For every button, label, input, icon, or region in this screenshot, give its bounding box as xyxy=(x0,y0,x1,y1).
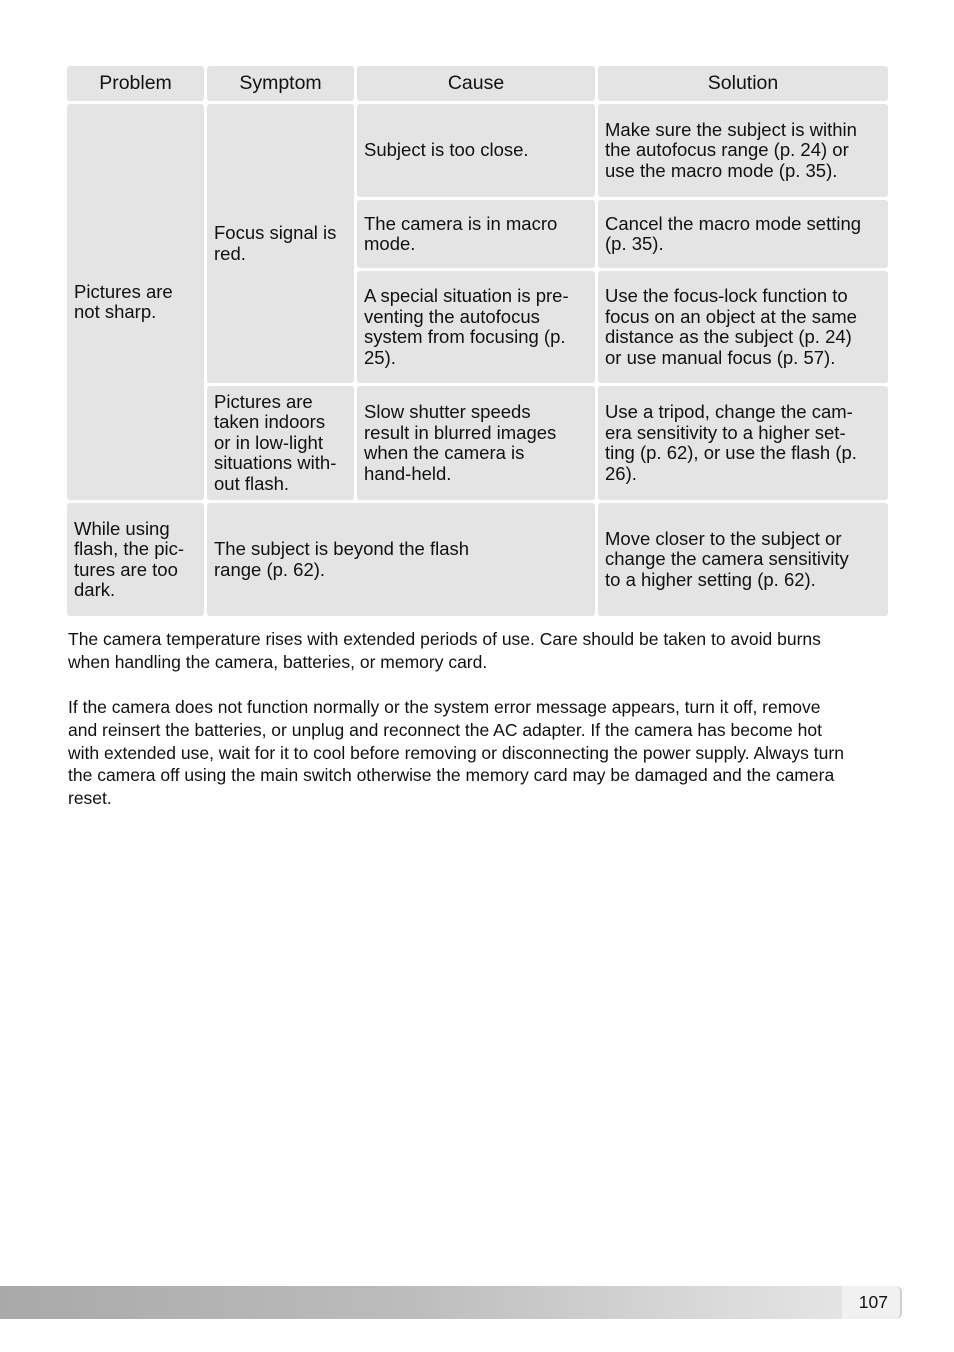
cause-cell: Subject is too close. xyxy=(357,104,595,197)
cause-cell: A special situation is pre- venting the autofocus system from focusing (p. 25). xyxy=(357,271,595,383)
problem-cell: While using flash, the pic- tures are too dark. xyxy=(67,503,204,616)
header-solution: Solution xyxy=(598,66,888,101)
header-symptom: Symptom xyxy=(207,66,354,101)
solution-cell: Cancel the macro mode setting (p. 35). xyxy=(598,200,888,268)
header-cause: Cause xyxy=(357,66,595,101)
footer-bar xyxy=(0,1286,902,1319)
problem-cell: Pictures are not sharp. xyxy=(67,104,204,500)
header-problem: Problem xyxy=(67,66,204,101)
solution-cell: Use the focus-lock function to focus on an object at the same distance as the subject (p. 24) or use manual focus (p. 57). xyxy=(598,271,888,383)
symptom-cell: Pictures are taken indoors or in low-light situations with- out flash. xyxy=(207,386,354,500)
solution-cell: Make sure the subject is within the autofocus range (p. 24) or use the macro mode (p. 35). xyxy=(598,104,888,197)
solution-cell: Move closer to the subject or change the camera sensitivity to a higher setting (p. 62). xyxy=(598,503,888,616)
cause-cell: The camera is in macro mode. xyxy=(357,200,595,268)
solution-cell: Use a tripod, change the cam- era sensitivity to a higher set- ting (p. 62), or use the flash (p. 26). xyxy=(598,386,888,500)
note-temperature: The camera temperature rises with extended periods of use. Care should be taken to avoid burns when handling the camera, batteries, or memory card. xyxy=(68,629,821,672)
cause-cell-merged: The subject is beyond the flash range (p. 62). xyxy=(207,503,595,616)
cause-cell: Slow shutter speeds result in blurred images when the camera is hand-held. xyxy=(357,386,595,500)
note-malfunction: If the camera does not function normally or the system error message appears, turn it off, remove and reinsert the batteries, or unplug and reconnect the AC adapter. If the camera has become hot with extended use, wait for it to cool before removing or disconnecting the power supply. Always turn the camera off using the main switch otherwise the memory card may be damaged and the camera reset. xyxy=(68,697,844,809)
page-number: 107 xyxy=(858,1292,888,1312)
symptom-cell: Focus signal is red. xyxy=(207,104,354,383)
